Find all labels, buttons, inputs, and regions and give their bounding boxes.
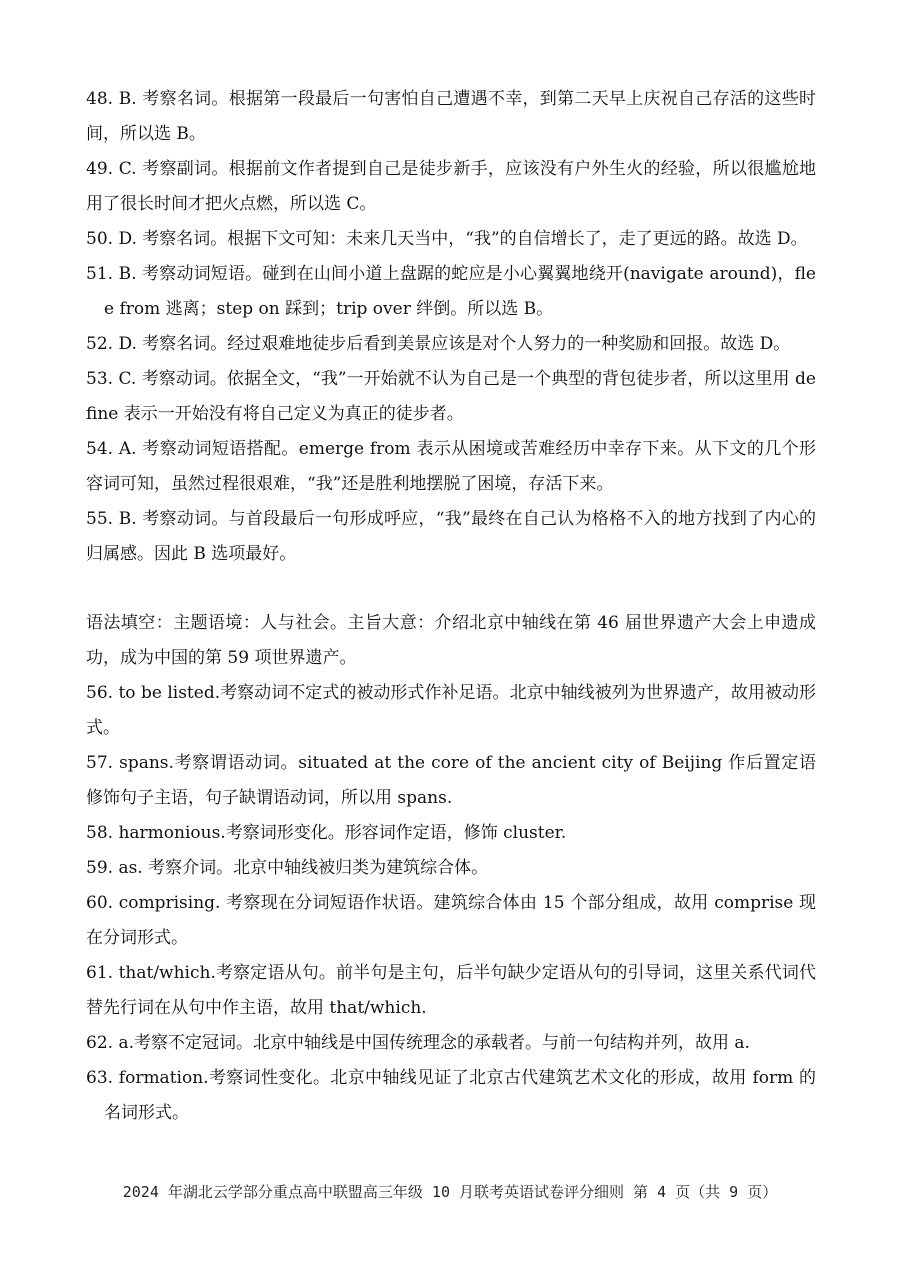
answer-62: 62. a.考察不定冠词。北京中轴线是中国传统理念的承载者。与前一句结构并列，故用 a. <box>86 1033 750 1053</box>
answer-54: 54. A. 考察动词短语搭配。emerge from 表示从困境或苦难经历中幸存下来。从下文的几个形容词可知，虽然过程很艰难，“我”还是胜利地摆脱了困境，存活下来。 <box>86 439 816 494</box>
answer-63: 63. formation.考察词性变化。北京中轴线见证了北京古代建筑艺术文化的形成，故用 form 的名词形式。 <box>86 1068 816 1123</box>
page-content <box>86 82 816 1131</box>
answer-56: 56. to be listed.考察动词不定式的被动形式作补足语。北京中轴线被列为世界遗产，故用被动形式。 <box>86 683 816 738</box>
answer-48: 48. B. 考察名词。根据第一段最后一句害怕自己遭遇不幸，到第二天早上庆祝自己存活的这些时间，所以选 B。 <box>86 89 816 144</box>
answer-51: 51. B. 考察动词短语。碰到在山间小道上盘踞的蛇应是小心翼翼地绕开(navigate around)，flee from 逃离；step on 踩到；trip over 绊倒。所以选 B。 <box>86 264 816 319</box>
answer-49: 49. C. 考察副词。根据前文作者提到自己是徒步新手，应该没有户外生火的经验，所以很尴尬地用了很长时间才把火点燃，所以选 C。 <box>86 159 816 214</box>
answer-50: 50. D. 考察名词。根据下文可知：未来几天当中，“我”的自信增长了，走了更远的路。故选 D。 <box>86 229 808 249</box>
answer-57: 57. spans.考察谓语动词。situated at the core of the ancient city of Beijing 作后置定语修饰句子主语，句子缺谓语动词，所以用 spans. <box>86 753 816 808</box>
answer-59: 59. as. 考察介词。北京中轴线被归类为建筑综合体。 <box>86 858 489 878</box>
section-gap <box>86 572 816 606</box>
answer-61: 61. that/which.考察定语从句。前半句是主句，后半句缺少定语从句的引导词，这里关系代词代替先行词在从句中作主语，故用 that/which. <box>86 963 816 1018</box>
page-footer: 2024 年湖北云学部分重点高中联盟高三年级 10 月联考英语试卷评分细则 第 4 页（共 9 页） <box>122 1183 778 1201</box>
answer-52: 52. D. 考察名词。经过艰难地徒步后看到美景应该是对个人努力的一种奖励和回报。故选 D。 <box>86 334 791 354</box>
answer-60: 60. comprising. 考察现在分词短语作状语。建筑综合体由 15 个部分组成，故用 comprise 现在分词形式。 <box>86 893 816 948</box>
grammar-section-intro: 语法填空：主题语境：人与社会。主旨大意：介绍北京中轴线在第 46 届世界遗产大会上申遗成功，成为中国的第 59 项世界遗产。 <box>86 613 816 668</box>
answer-58: 58. harmonious.考察词形变化。形容词作定语，修饰 cluster. <box>86 823 567 843</box>
answer-53: 53. C. 考察动词。依据全文，“我”一开始就不认为自己是一个典型的背包徒步者，所以这里用 define 表示一开始没有将自己定义为真正的徒步者。 <box>86 369 816 424</box>
answer-55: 55. B. 考察动词。与首段最后一句形成呼应，“我”最终在自己认为格格不入的地方找到了内心的归属感。因此 B 选项最好。 <box>86 509 816 564</box>
